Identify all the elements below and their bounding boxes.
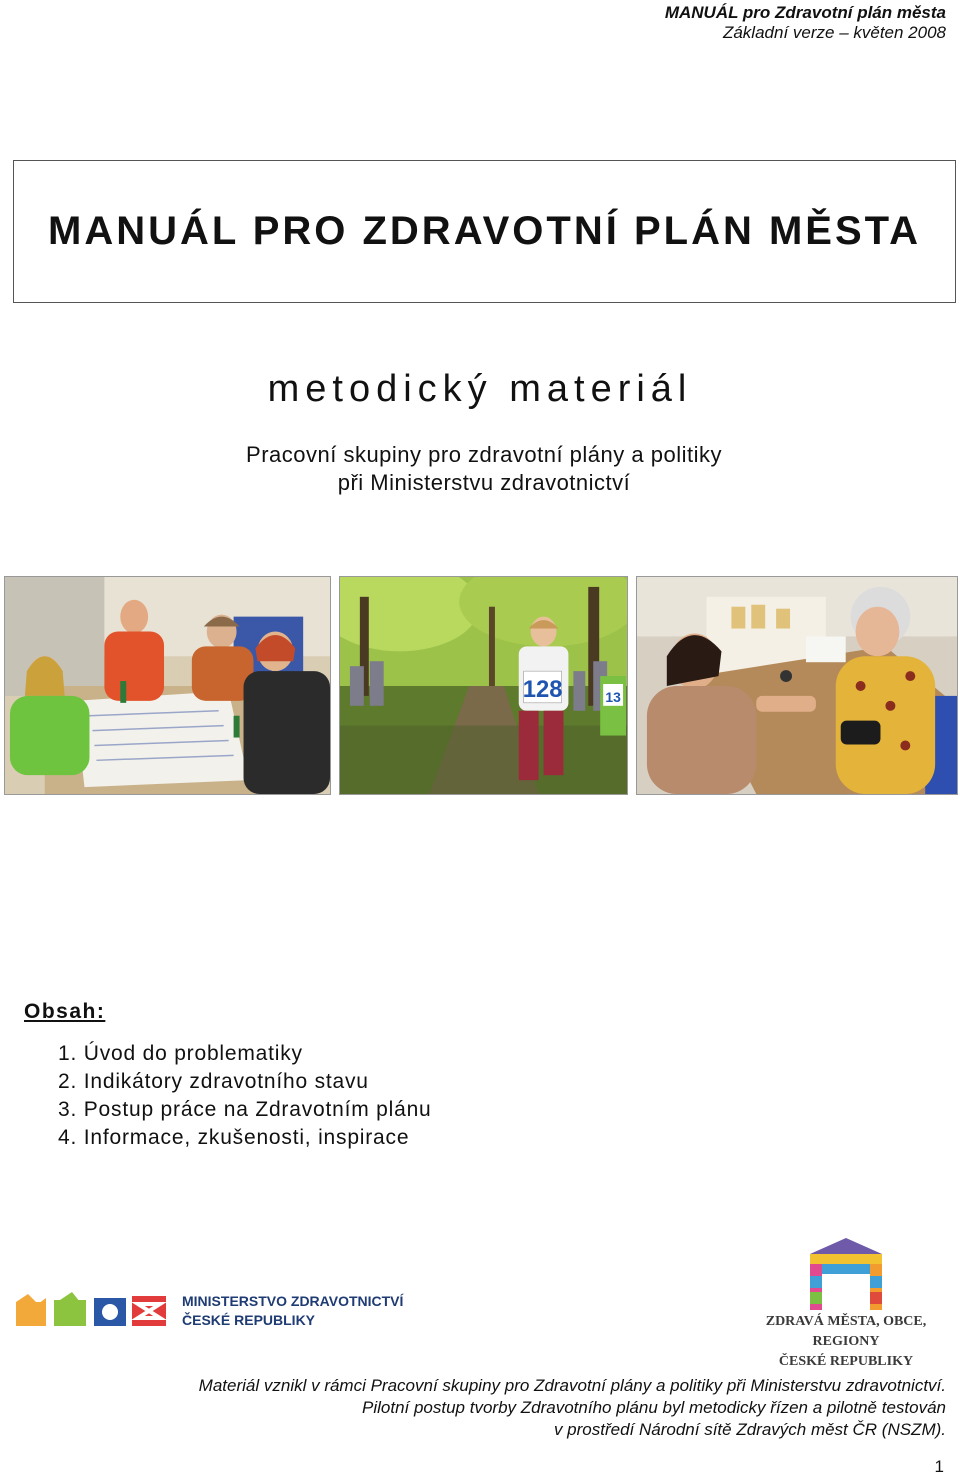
document-subtitle: metodický materiál	[267, 368, 693, 410]
photo-forest-run	[339, 576, 628, 795]
contents-heading: Obsah:	[24, 1000, 106, 1023]
document-title: MANUÁL PRO ZDRAVOTNÍ PLÁN MĚSTA	[48, 209, 921, 253]
running-header-title: MANUÁL pro Zdravotní plán města	[664, 3, 946, 22]
runner-bib-number-2: 13	[605, 688, 621, 705]
toc-item: 4. Informace, zkušenosti, inspirace	[58, 1126, 410, 1149]
footer-line-3: v prostředí Národní sítě Zdravých měst ČR (NSZM).	[553, 1420, 946, 1439]
toc-item: 1. Úvod do problematiky	[58, 1042, 303, 1065]
working-group-line-2: při Ministerstvu zdravotnictví	[337, 470, 631, 495]
ministry-name-line-2: ČESKÉ REPUBLIKY	[182, 1312, 316, 1328]
ministry-name-line-1: MINISTERSTVO ZDRAVOTNICTVÍ	[182, 1293, 404, 1309]
footer-line-1: Materiál vznikl v rámci Pracovní skupiny pro Zdravotní plány a politiky při Ministerstvu zdravotnictví.	[198, 1376, 946, 1395]
page-number: 1	[934, 1457, 944, 1476]
footer-line-2: Pilotní postup tvorby Zdravotního plánu byl metodicky řízen a pilotně testován	[362, 1398, 946, 1417]
working-group-line-1: Pracovní skupiny pro zdravotní plány a politiky	[246, 442, 722, 467]
ministry-emblem-icon	[14, 1290, 184, 1332]
table-of-contents	[58, 1040, 432, 1152]
toc-item: 2. Indikátory zdravotního stavu	[58, 1070, 369, 1093]
healthy-cities-name	[748, 1312, 944, 1372]
healthy-cities-line-1: ZDRAVÁ MĚSTA, OBCE, REGIONY	[765, 1314, 927, 1349]
runner-bib-number: 128	[522, 675, 563, 703]
healthy-cities-house-icon	[748, 1236, 944, 1312]
healthy-cities-line-2: ČESKÉ REPUBLIKY	[778, 1354, 914, 1369]
toc-item: 3. Postup práce na Zdravotním plánu	[58, 1098, 432, 1121]
title-box	[13, 160, 956, 303]
running-header-version: Základní verze – květen 2008	[722, 23, 946, 42]
photo-blood-pressure	[636, 576, 958, 795]
photo-meeting	[4, 576, 331, 795]
ministry-name	[182, 1292, 403, 1330]
